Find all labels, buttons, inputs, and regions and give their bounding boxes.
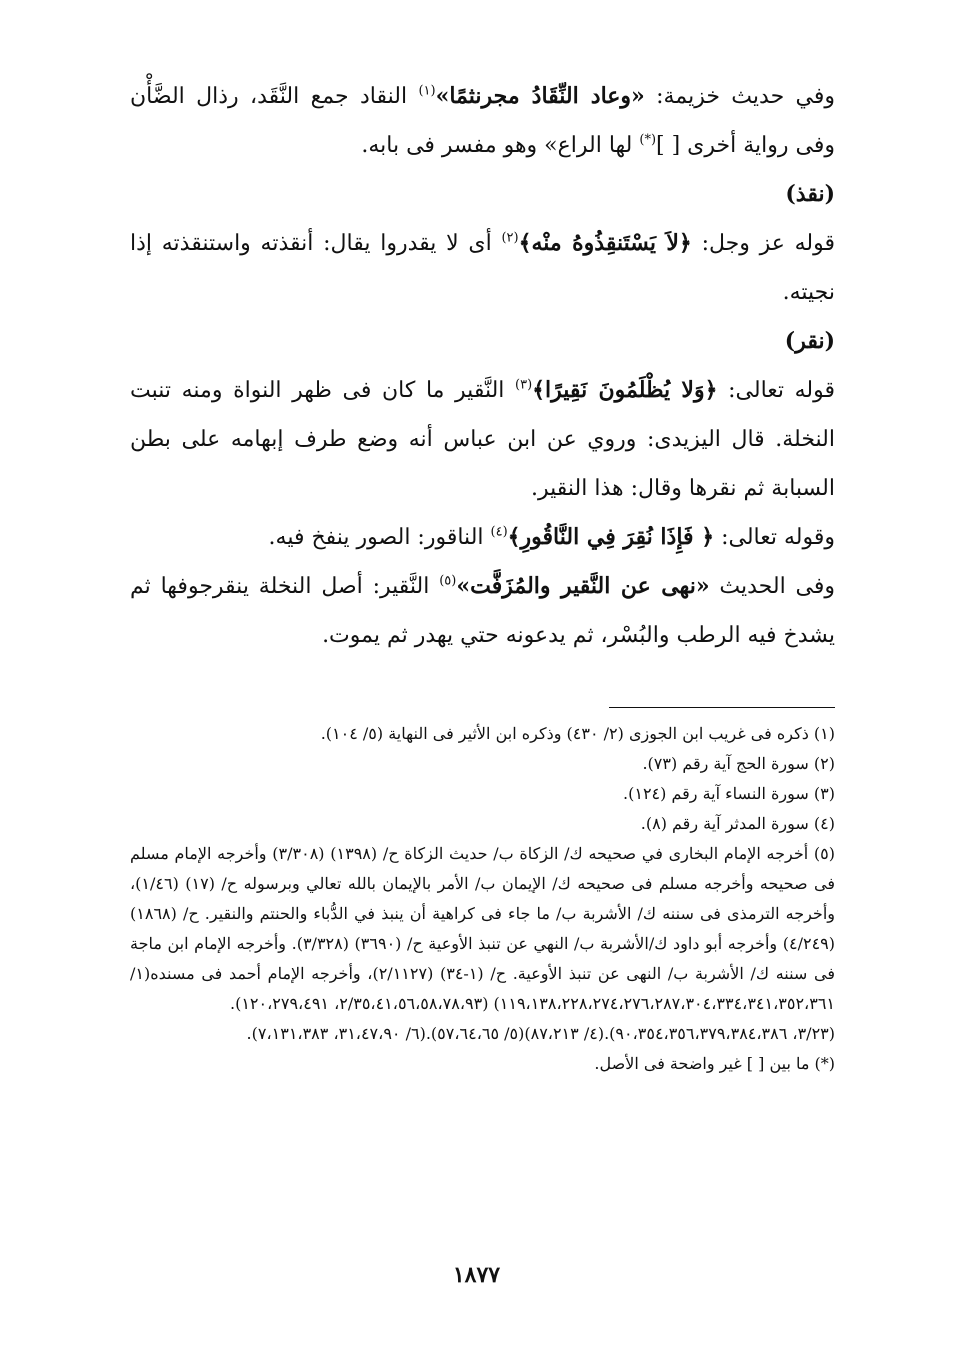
paragraph-lead: وقوله تعالى:	[714, 525, 835, 550]
paragraph-text: الناقور: الصور ينفخ فيه.	[268, 525, 491, 550]
hadith-quote: «وعاد النِّقَادُ مجرنثمًا»	[435, 83, 645, 109]
paragraph-naqur	[130, 513, 835, 562]
paragraph-naqir-hadith	[130, 562, 835, 660]
footnote-ref: (٣)	[515, 377, 533, 393]
paragraph-text: لها الراع» وهو مفسر فى بابه.	[361, 133, 640, 158]
footnote-1: (١) ذكره فى غريب ابن الجوزى (٢/ ٤٣٠) وذكره ابن الأثير فى النهاية (٥/ ١٠٤).	[320, 724, 835, 743]
footnote-ref: (٥)	[439, 573, 457, 589]
paragraph-naqir	[130, 366, 835, 513]
footnote-unclear-note: (*) ما بين [ ] غير واضحة فى الأصل.	[594, 1054, 835, 1073]
page-number: ١٨٧٧	[452, 1262, 501, 1288]
paragraph-istanqadha	[130, 219, 835, 317]
quran-quote: ﴿وَلا يُظْلَمُونَ نَقِيرًا﴾	[532, 377, 718, 403]
paragraph-khuzayma-hadith	[130, 72, 835, 170]
footnote-ref: (٢)	[501, 230, 519, 246]
footnote-5-continued: (٣/٢٣، ٩٠،٣٥٤،٣٥٦،٣٧٩،٣٨٤،٣٨٦).(٤/ ٨٧،٢١٣)(٥/ ٥٧،٦٤،٦٥).(٦/ ٣١،٤٧،٩٠، ٧،١٣١،٣٨٣).	[246, 1024, 835, 1043]
footnote-4: (٤) سورة المدثر آية رقم (٨).	[640, 814, 835, 833]
footnotes	[130, 719, 835, 1079]
quran-quote: ﴿ فَإِذَا نُقِرَ فِي النَّاقُورِ﴾	[507, 524, 715, 550]
paragraph-text: النَّقير ما كان فى ظهر النواة ومنه تنبت النخلة. قال اليزيدى: وروي عن ابن عباس أنه وضع طرف إبهامه على بطن السبابة ثم نقرها وقال: هذا النقير.	[130, 378, 835, 501]
footnote-2: (٢) سورة الحج آية رقم (٧٣).	[642, 754, 835, 773]
footnote-divider	[609, 707, 835, 708]
footnote-ref: (*)	[639, 132, 657, 148]
entry-heading-naqadh: (نقذ)	[785, 181, 835, 207]
paragraph-text: أى لا يقدروا يقال: أنقذته واستنقذته إذا نجيته.	[130, 231, 835, 305]
footnote-ref: (٤)	[490, 524, 508, 540]
paragraph-text: النقاد جمع النَّقَد، رذال الضَّأْن وفى رواية أخرى [ ]	[130, 84, 835, 158]
footnote-ref: (١)	[418, 83, 436, 99]
hadith-quote: «نهى عن النَّقير والمُزَفَّت»	[456, 573, 710, 599]
paragraph-lead: وفى الحديث	[709, 574, 835, 599]
paragraph-text: النَّقير: أصل النخلة ينقرجوفها ثم يشدخ فيه الرطب والبُسْر، ثم يدعونه حتي يهدر ثم يموت.	[130, 574, 835, 648]
main-text	[130, 72, 835, 660]
quran-quote: ﴿لاَ يَسْتَنقِذُوهُ منْه﴾	[518, 230, 692, 256]
paragraph-lead: قوله تعالى:	[717, 378, 835, 403]
paragraph-lead: قوله عز وجل:	[691, 231, 835, 256]
footnote-5: (٥) أخرجه الإمام البخارى في صحيحه ك/ الزكاة ب/ حديث الزكاة ح/ (١٣٩٨) (٣/٣٠٨) وأخرجه الإمام مسلم فى صحيحه وأخرجه مسلم فى صحيحه ك/ الإيمان ب/ الأمر بالإيمان بالله تعالي وبرسوله ح/ (١٧) (١/٤٦)، وأخرجه الترمذى فى سننه ك/ الأشربة ب/ ما جاء فى كراهية أن ينبذ في الدُّباء والحنتم والنقير. ح/ (١٨٦٨) (٤/٢٤٩) وأخرجه أبو داود ك/الأشربة ب/ النهي عن تنبذ الأوعية ح/ (٣٦٩٠) (٣/٣٢٨). وأخرجه الإمام ابن ماجة فى سننه ك/ الأشربة ب/ النهى عن تنبذ الأوعية. ح/ (١-٣٤) (٢/١١٢٧)، وأخرجه الإمام أحمد فى مسنده(١/ ١١٩،١٣٨،٢٢٨،٢٧٤،٢٧٦،٢٨٧،٣٠٤،٣٣٤،٣٤١،٣٥٢،٣٦١) (٢/٣٥،٤١،٥٦،٥٨،٧٨،٩٣، ١٢٠،٢٧٩،٤٩١).	[130, 844, 835, 1013]
paragraph-lead: وفي حديث خزيمة:	[644, 84, 836, 109]
footnote-3: (٣) سورة النساء آية رقم (١٢٤).	[623, 784, 835, 803]
entry-heading-naqar: (نقر)	[784, 328, 835, 354]
